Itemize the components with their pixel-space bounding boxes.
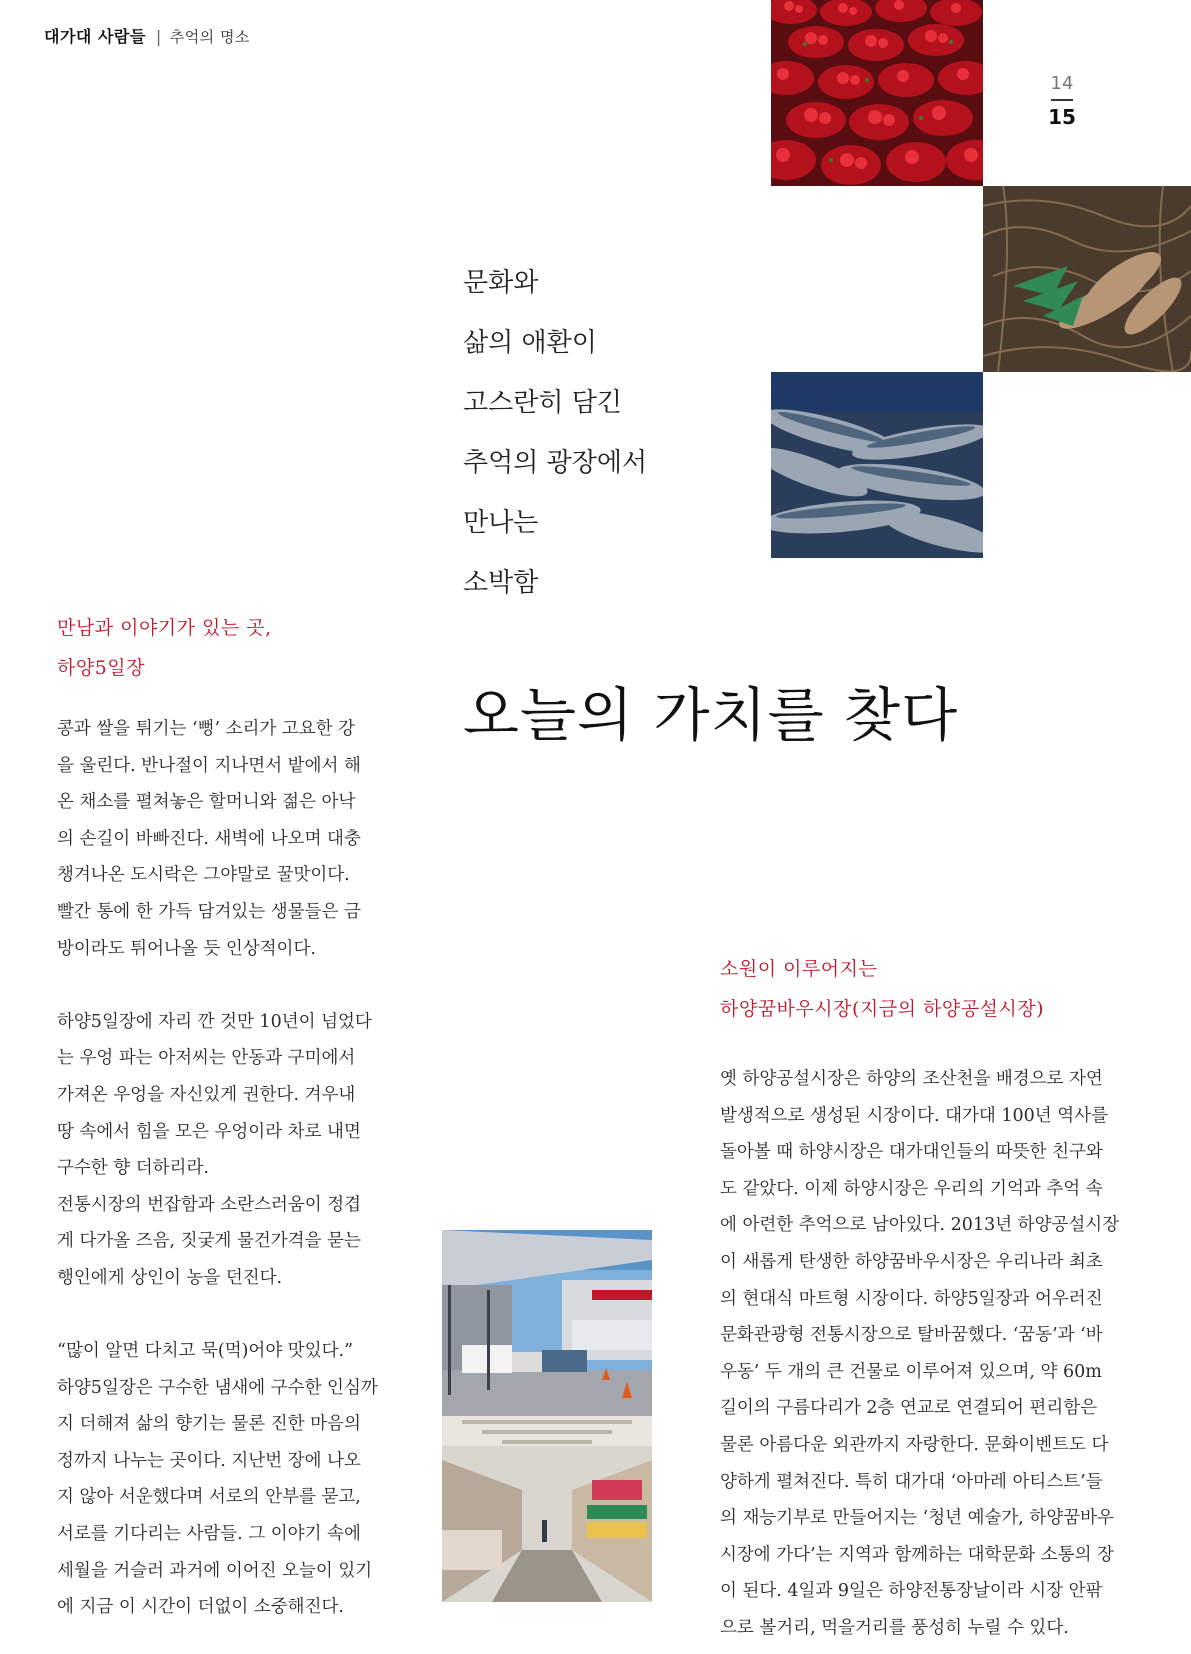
body-line: 의 손길이 바빠진다. 새벽에 나오며 대충 [57,828,361,849]
poem-line: 만나는 [463,508,539,538]
market-photo [442,1230,652,1602]
body-line: 행인에게 상인이 농을 던진다. [57,1267,283,1288]
body-line: 의 현대식 마트형 시장이다. 하양5일장과 어우러진 [720,1288,1103,1309]
market-image [442,1230,652,1602]
body-line: 문화관광형 전통시장으로 탈바꿈했다. ‘꿈동’과 ‘바 [720,1325,1103,1346]
body-line: 옛 하양공설시장은 하양의 조산천을 배경으로 자연 [720,1069,1103,1089]
body-line: 가져온 우엉을 자신있게 권한다. 겨우내 [57,1084,356,1105]
body-line: 의 재능기부로 만들어지는 ‘청년 예술가, 하양꿈바우 [720,1508,1114,1529]
body-line: 이 새롭게 탄생한 하양꿈바우시장은 우리나라 최초 [720,1251,1103,1272]
body-line: 온 채소를 펼쳐놓은 할머니와 젊은 아낙 [57,792,356,813]
body-line: 하양5일장은 구수한 냄새에 구수한 인심까 [57,1377,378,1398]
right-subheading-line: 하양꿈바우시장(지금의 하양공설시장) [720,998,1045,1020]
body-line: 에 지금 이 시간이 더없이 소중해진다. [57,1597,344,1618]
body-line: 시장에 가다’는 지역과 함께하는 대학문화 소통의 장 [720,1544,1114,1565]
left-subheading-line: 하양5일장 [57,657,146,679]
left-subheading-line: 만남과 이야기가 있는 곳, [57,617,272,639]
body-line: 우동’ 두 개의 큰 건물로 이루어져 있으며, 약 60m [720,1361,1102,1382]
body-line: 에 아련한 추억으로 남아있다. 2013년 하양공설시장 [720,1215,1120,1236]
body-line: 하양5일장에 자리 깐 것만 10년이 넘었다 [57,1011,372,1032]
body-line: 정까지 나누는 곳이다. 지난번 장에 나오 [57,1450,361,1471]
strawberry-photo [771,0,983,186]
strawberry-image [771,0,983,186]
body-line: 빨간 통에 한 가득 담겨있는 생물들은 금 [57,901,361,922]
body-line: 구수한 향 더하리라. [57,1158,209,1179]
body-line: 콩과 쌀을 튀기는 ‘뻥’ 소리가 고요한 강 [57,719,356,739]
left-subheading [57,608,272,688]
body-line: 챙겨나온 도시락은 그야말로 꿀맛이다. [57,865,350,886]
body-line: 게 다가올 즈음, 짓궂게 물건가격을 묻는 [57,1231,361,1252]
body-line: 지 않아 서운했다며 서로의 안부를 묻고, [57,1487,361,1508]
poem-line: 삶의 애환이 [463,328,597,358]
body-line: 발생적으로 생성된 시장이다. 대가대 100년 역사를 [720,1105,1108,1126]
right-subheading-line: 소원이 이루어지는 [720,958,878,980]
running-header [44,24,250,47]
body-line: 물론 아름다운 외관까지 자랑한다. 문화이벤트도 다 [720,1434,1109,1455]
body-line: 을 울린다. 반나절이 지나면서 밭에서 해 [57,755,361,776]
section-name: 추억의 명소 [169,28,250,46]
right-body [720,1061,1150,1647]
previous-page-number: 14 [1050,73,1074,94]
body-line: 전통시장의 번잡함과 소란스러움이 정겹 [57,1194,362,1215]
roots-photo [983,186,1191,372]
poem-line: 문화와 [463,268,539,298]
current-page-number: 15 [1048,105,1076,129]
body-line: 양하게 펼쳐진다. 특히 대가대 ‘아마레 아티스트’들 [720,1471,1103,1492]
header-separator: | [155,27,162,46]
body-line: 지 더해져 삶의 향기는 물론 진한 마음의 [57,1414,361,1435]
body-line: 땅 속에서 힘을 모은 우엉이라 차로 내면 [57,1121,361,1142]
article-title: 오늘의 가치를 찾다 [463,681,959,749]
right-subheading [720,949,1044,1029]
body-line: 돌아볼 때 하양시장은 대가대인들의 따뜻한 친구와 [720,1142,1103,1163]
body-line: 방이라도 튀어나올 듯 인상적이다. [57,938,316,959]
roots-image [983,186,1191,372]
magazine-name: 대가대 사람들 [44,27,146,46]
page-number [1040,72,1084,129]
body-line: 으로 볼거리, 먹을거리를 풍성히 누릴 수 있다. [720,1617,1069,1638]
body-line: “많이 알면 다치고 묵(먹)어야 맛있다.” [57,1341,354,1362]
poem-line: 소박함 [463,568,539,598]
body-line: 서로를 기다리는 사람들. 그 이야기 속에 [57,1524,361,1545]
body-line: 세월을 거슬러 과거에 이어진 오늘이 있기 [57,1560,373,1581]
intro-poem [463,265,647,625]
left-body [57,711,397,1626]
fish-image [771,372,983,558]
poem-line: 고스란히 담긴 [463,388,622,418]
body-line: 길이의 구름다리가 2층 연교로 연결되어 편리함은 [720,1398,1098,1419]
poem-line: 추억의 광장에서 [463,448,648,478]
fish-photo [771,372,983,558]
body-line: 는 우엉 파는 아저씨는 안동과 구미에서 [57,1048,356,1069]
body-line: 도 같았다. 이제 하양시장은 우리의 기억과 추억 속 [720,1178,1103,1199]
page-number-divider [1051,99,1073,101]
body-line: 이 된다. 4일과 9일은 하양전통장날이라 시장 안팎 [720,1581,1103,1602]
